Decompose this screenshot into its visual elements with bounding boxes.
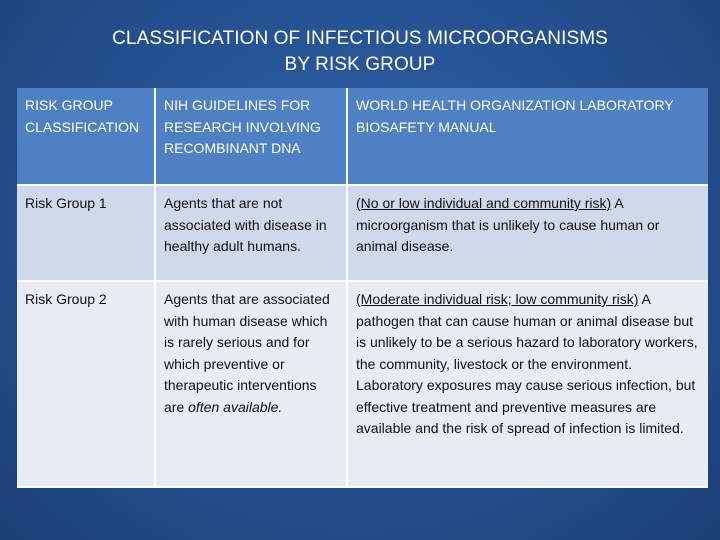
risk-group-2-who-emphasis: (Moderate individual risk; low community risk): [356, 291, 639, 307]
risk-group-table: [17, 88, 708, 488]
table-row: [17, 185, 708, 281]
risk-group-2-nih: [155, 281, 347, 487]
risk-group-1-who: [347, 185, 708, 281]
header-risk-group: RISK GROUP CLASSIFICATION: [17, 88, 155, 185]
title-line-1: CLASSIFICATION OF INFECTIOUS MICROORGANISMS: [112, 28, 608, 49]
risk-group-2-nih-italic: often available.: [188, 398, 283, 415]
table-row: [17, 281, 708, 487]
risk-group-1-who-text: A microorganism that is unlikely to cause human or animal disease.: [356, 195, 660, 254]
header-nih: NIH GUIDELINES FOR RESEARCH INVOLVING RECOMBINANT DNA: [155, 88, 347, 185]
risk-group-2-who-text: A pathogen that can cause human or animal disease but is unlikely to be a serious hazard to laboratory workers, the community, livestock or the environment. Laboratory exposures may cause serious infection, but effective treatment and preventive measures are available and the risk of spread of infection is limited.: [356, 291, 698, 436]
risk-group-1-label: Risk Group 1: [17, 185, 155, 281]
risk-group-1-who-emphasis: (No or low individual and community risk): [356, 195, 612, 211]
risk-group-2-label: Risk Group 2: [17, 281, 155, 487]
title-line-2: BY RISK GROUP: [284, 54, 436, 75]
risk-group-2-who: [347, 281, 708, 487]
page-title: [0, 26, 720, 78]
risk-group-2-nih-text: Agents that are associated with human disease which is rarely serious and for which preventive or therapeutic interventions are: [164, 291, 330, 415]
header-who: WORLD HEALTH ORGANIZATION LABORATORY BIOSAFETY MANUAL: [347, 88, 708, 185]
table-header-row: [17, 88, 708, 185]
risk-group-1-nih: Agents that are not associated with disease in healthy adult humans.: [155, 185, 347, 281]
